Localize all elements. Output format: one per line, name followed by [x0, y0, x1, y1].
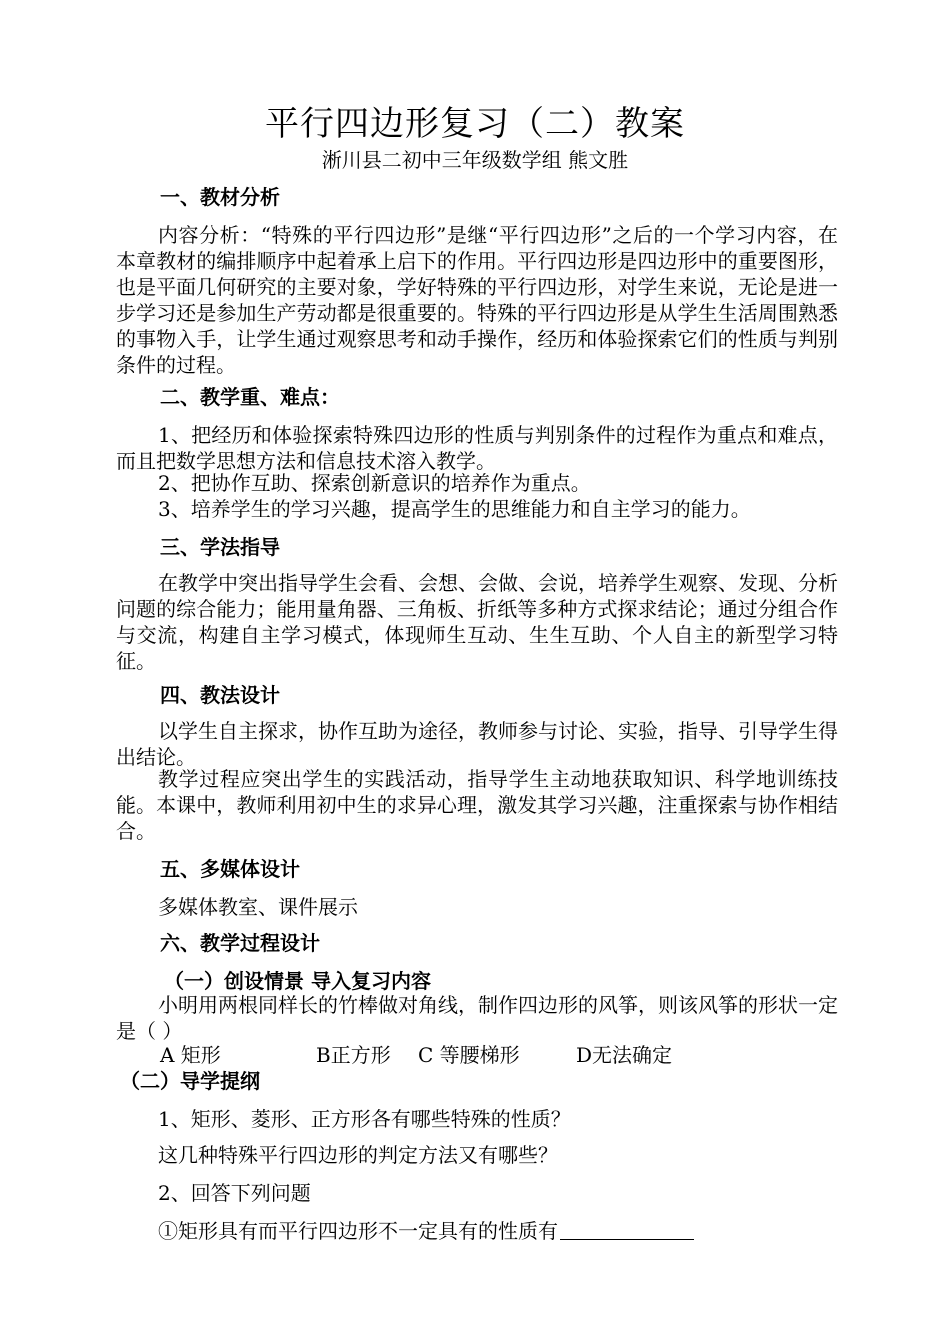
section-1-paragraph: 内容分析：“特殊的平行四边形”是继“平行四边形”之后的一个学习内容，在本章教材的编排顺序中起着承上启下的作用。平行四边形是四边形中的重要图形，也是平面几何研究的主要对象，学好特殊的平行四边形，对学生来说，无论是进一步学习还是参加生产劳动都是很重要的。特殊的平行四边形是从学生生活周围熟悉的事物入手，让学生通过观察思考和动手操作，经历和体验探索它们的性质与判别条件的过程。 [116, 223, 838, 377]
section-5-text: 多媒体教室、课件展示 [158, 895, 358, 919]
section-2-item-2: 2、把协作互助、探索创新意识的培养作为重点。 [158, 471, 591, 495]
subsection-heading-2: （二）导学提纲 [120, 1069, 260, 1093]
guide-question-1b: 这几种特殊平行四边形的判定方法又有哪些？ [158, 1143, 558, 1167]
section-2-item-1: 1、把经历和体验探索特殊四边形的性质与判别条件的过程作为重点和难点，而且把数学思想方法和信息技术溶入教学。 [116, 423, 838, 473]
guide-question-2-1-text: ①矩形具有而平行四边形不一定具有的性质有 [158, 1219, 558, 1243]
section-4-paragraph-1: 以学生自主探求，协作互助为途径，教师参与讨论、实验，指导、引导学生得出结论。 [116, 719, 838, 769]
question-text: 小明用两根同样长的竹棒做对角线，制作四边形的风筝，则该风筝的形状一定是（ ） [116, 993, 838, 1043]
section-heading-1: 一、教材分析 [160, 185, 280, 209]
document-subtitle: 淅川县二初中三年级数学组 熊文胜 [321, 148, 629, 172]
option-a: A 矩形 [160, 1043, 221, 1067]
guide-question-2-1 [158, 1218, 694, 1244]
guide-question-2: 2、回答下列问题 [158, 1181, 311, 1205]
section-heading-4: 四、教法设计 [160, 683, 280, 707]
answer-blank [560, 1221, 694, 1240]
guide-question-1: 1、矩形、菱形、正方形各有哪些特殊的性质？ [158, 1107, 571, 1131]
section-3-paragraph: 在教学中突出指导学生会看、会想、会做、会说，培养学生观察、发现、分析问题的综合能力；能用量角器、三角板、折纸等多种方式探求结论；通过分组合作与交流，构建自主学习模式，体现师生互动、生生互助、个人自主的新型学习特征。 [116, 571, 838, 673]
section-heading-2: 二、教学重、难点： [160, 385, 340, 409]
section-4-paragraph-2: 教学过程应突出学生的实践活动，指导学生主动地获取知识、科学地训练技能。本课中，教师利用初中生的求异心理，激发其学习兴趣，注重探索与协作相结合。 [116, 767, 838, 843]
option-b: B正方形 [316, 1043, 391, 1067]
section-heading-3: 三、学法指导 [160, 535, 280, 559]
section-2-item-3: 3、培养学生的学习兴趣，提高学生的思维能力和自主学习的能力。 [158, 497, 751, 521]
subsection-heading-1: （一）创设情景 导入复习内容 [164, 969, 431, 993]
document-title: 平行四边形复习（二）教案 [265, 104, 685, 144]
section-heading-6: 六、教学过程设计 [160, 931, 320, 955]
option-d: D无法确定 [576, 1043, 673, 1067]
option-c: C 等腰梯形 [418, 1043, 520, 1067]
section-heading-5: 五、多媒体设计 [160, 857, 300, 881]
